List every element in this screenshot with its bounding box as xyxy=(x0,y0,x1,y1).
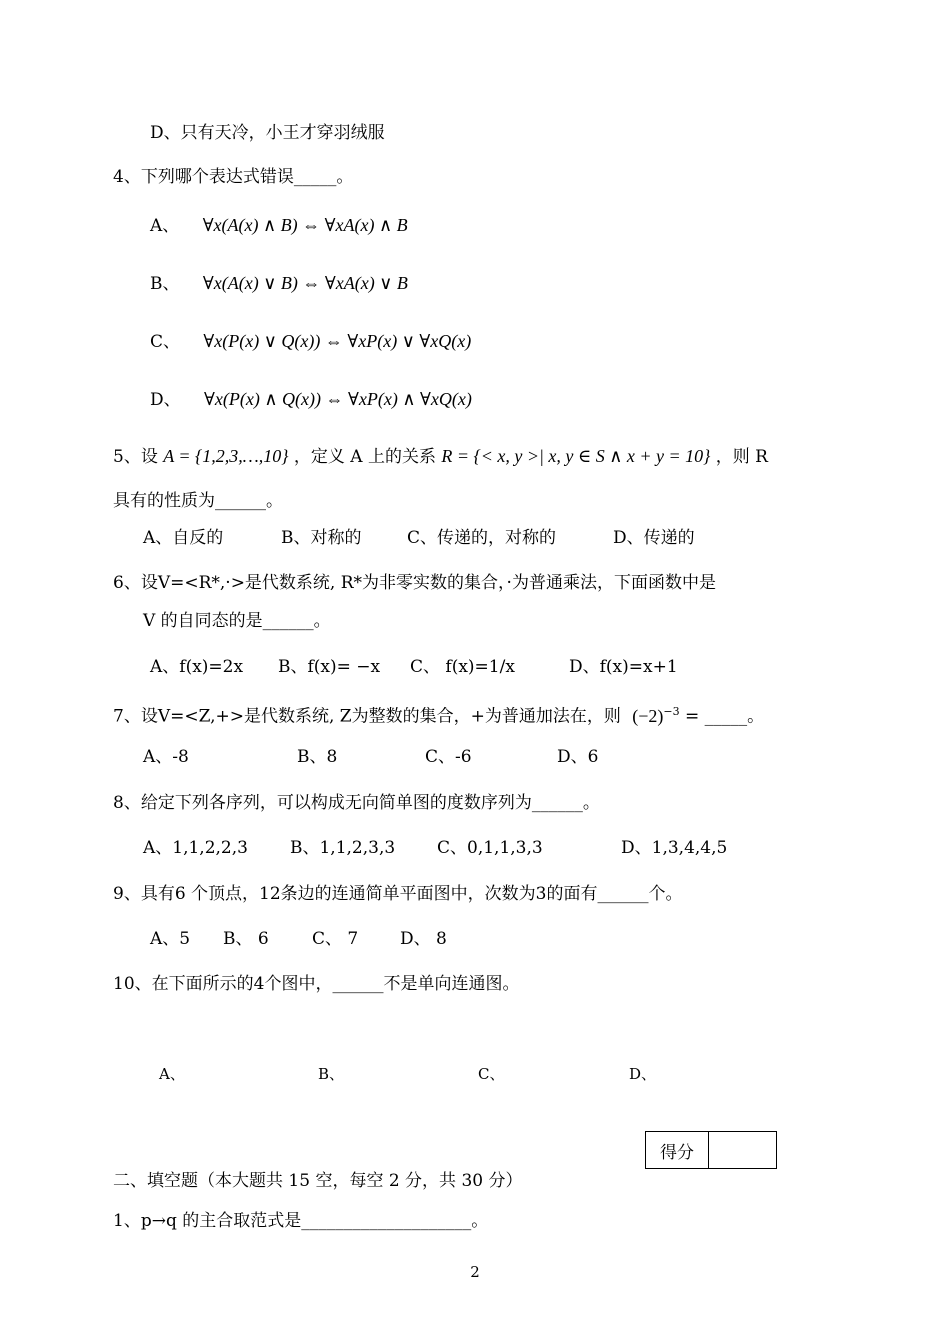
q10-option-d: D、 xyxy=(629,1065,657,1083)
q9-stem: 9、具有6 个顶点，12条边的连通简单平面图中，次数为3的面有______个。 xyxy=(113,884,683,904)
q8-option-a: A、1,1,2,2,3 xyxy=(143,838,248,858)
q10-stem: 10、在下面所示的4个图中，______不是单向连通图。 xyxy=(113,974,520,994)
q9-option-b: B、 6 xyxy=(223,929,269,949)
q4-stem: 4、下列哪个表达式错误_____。 xyxy=(113,167,354,187)
q6-option-c: C、 f(x)=1/x xyxy=(410,657,515,677)
section2-q1: 1、p→q 的主合取范式是____________________。 xyxy=(113,1211,489,1231)
page-number: 2 xyxy=(470,1263,480,1281)
q6-option-b: B、f(x)= −x xyxy=(278,657,381,677)
q4-option-b-label: B、 xyxy=(150,274,180,294)
q7-expr-base: (−2) xyxy=(632,705,664,726)
q5-relation: R = {< x, y >| x, y ∈ S ∧ x + y = 10} xyxy=(441,446,711,466)
score-label: 得分 xyxy=(646,1132,709,1168)
q4-option-a-expr: ∀x(A(x) ∧ B) ⇔ ∀xA(x) ∧ B xyxy=(202,215,408,235)
q7-option-a: A、-8 xyxy=(143,747,189,767)
q5-option-b: B、对称的 xyxy=(281,528,362,548)
score-value xyxy=(709,1132,776,1168)
q9-option-c: C、 7 xyxy=(312,929,359,949)
q4-option-d xyxy=(150,388,472,411)
q4-option-c-expr: ∀x(P(x) ∨ Q(x)) ⇔ ∀xP(x) ∨ ∀xQ(x) xyxy=(203,331,472,351)
q8-option-c: C、0,1,1,3,3 xyxy=(437,838,543,858)
q6-stem-line1: 6、设V=<R*,·>是代数系统, R*为非零实数的集合，·为普通乘法，下面函数中是 xyxy=(113,573,716,593)
q7-option-b: B、8 xyxy=(297,747,338,767)
q5-stem-line1 xyxy=(113,445,768,468)
score-box xyxy=(645,1131,777,1169)
q4-option-c-label: C、 xyxy=(150,332,181,352)
q10-option-c: C、 xyxy=(478,1065,505,1083)
q5-set-a: A = {1,2,3,…,10} xyxy=(163,446,289,466)
q8-stem: 8、给定下列各序列，可以构成无向简单图的度数序列为______。 xyxy=(113,793,600,813)
q4-option-b xyxy=(150,272,408,295)
q8-option-d: D、1,3,4,4,5 xyxy=(621,838,728,858)
q5-stem-line2: 具有的性质为______。 xyxy=(113,491,283,511)
q7-stem-prefix: 7、设V=<Z,+>是代数系统, Z为整数的集合，+为普通加法在，则 xyxy=(113,706,621,727)
q10-option-a: A、 xyxy=(159,1065,185,1083)
q6-stem-line2: V 的自同态的是______。 xyxy=(143,611,331,631)
q4-option-b-expr: ∀x(A(x) ∨ B) ⇔ ∀xA(x) ∨ B xyxy=(202,273,408,293)
q5-option-c: C、传递的，对称的 xyxy=(407,528,557,548)
q8-option-b: B、1,1,2,3,3 xyxy=(290,838,396,858)
q9-option-d: D、 8 xyxy=(400,929,447,949)
q4-option-d-label: D、 xyxy=(150,390,181,410)
q6-option-a: A、f(x)=2x xyxy=(150,657,244,677)
q5-stem-prefix: 5、设 xyxy=(113,447,158,467)
q4-option-d-expr: ∀x(P(x) ∧ Q(x)) ⇔ ∀xP(x) ∧ ∀xQ(x) xyxy=(204,389,472,409)
section2-title: 二、填空题（本大题共 15 空，每空 2 分，共 30 分） xyxy=(113,1171,523,1191)
q7-stem-suffix: = _____。 xyxy=(685,706,765,727)
q5-option-d: D、传递的 xyxy=(613,528,695,548)
q5-stem-suffix: ，则 R xyxy=(715,447,768,467)
q6-option-d: D、f(x)=x+1 xyxy=(569,657,678,677)
q5-stem-mid: ，定义 A 上的关系 xyxy=(293,447,436,467)
q4-option-a xyxy=(150,214,408,237)
q3-option-d: D、只有天冷，小王才穿羽绒服 xyxy=(150,123,385,143)
q4-option-a-label: A、 xyxy=(150,216,180,236)
q5-option-a: A、自反的 xyxy=(143,528,224,548)
q7-option-d: D、6 xyxy=(557,747,599,767)
q7-expr-exponent: −3 xyxy=(663,705,680,718)
q7-stem xyxy=(113,701,764,728)
q10-option-b: B、 xyxy=(318,1065,345,1083)
q9-option-a: A、5 xyxy=(150,929,191,949)
q4-option-c xyxy=(150,330,471,353)
q7-option-c: C、-6 xyxy=(425,747,472,767)
